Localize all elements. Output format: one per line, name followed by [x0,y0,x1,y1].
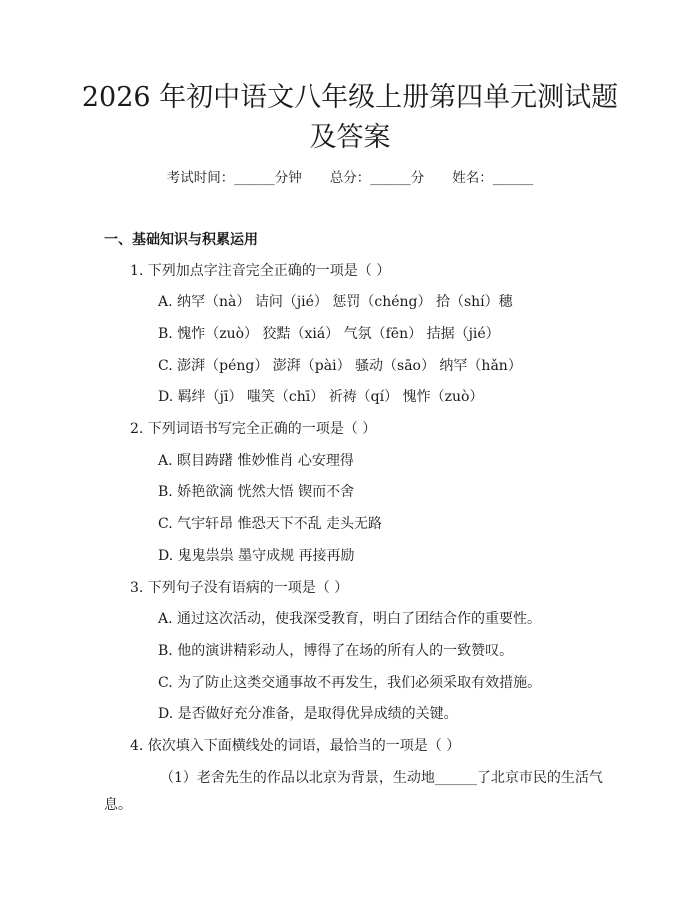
question-1-option-c: C. 澎湃（péng） 澎湃（pài） 骚动（sāo） 纳罕（hǎn） [158,358,522,374]
question-3-option-d: D. 是否做好充分准备，是取得优异成绩的关键。 [158,706,458,722]
question-1-option-a: A. 纳罕（nà） 诘问（jié） 惩罚（chéng） 拾（shí）穗 [158,294,513,310]
section-heading: 一、基础知识与积累运用 [104,232,258,248]
question-2-option-c: C. 气宇轩昂 惟恐天下不乱 走头无路 [158,516,383,532]
question-2: 2. 下列词语书写完全正确的一项是（ ） [130,421,377,437]
question-1: 1. 下列加点字注音完全正确的一项是（ ） [130,263,391,279]
exam-name: 姓名：______ [452,170,534,186]
question-1-option-b: B. 愧怍（zuò） 狡黠（xiá） 气氛（fēn） 拮据（jié） [158,326,500,342]
question-1-option-d: D. 羁绊（jī） 嗤笑（chī） 祈祷（qí） 愧怍（zuò） [158,389,484,405]
question-4: 4. 依次填入下面横线处的词语，最恰当的一项是（ ） [130,738,461,754]
question-3: 3. 下列句子没有语病的一项是（ ） [130,580,349,596]
document-title-line-2: 及答案 [309,122,391,153]
question-2-option-b: B. 娇艳欲滴 恍然大悟 锲而不舍 [158,484,355,500]
question-3-option-a: A. 通过这次活动，使我深受教育，明白了团结合作的重要性。 [158,611,542,627]
question-3-option-c: C. 为了防止这类交通事故不再发生，我们必须采取有效措施。 [158,675,542,691]
question-2-option-d: D. 鬼鬼祟祟 墨守成规 再接再励 [158,548,355,564]
question-2-option-a: A. 瞑目踌躇 惟妙惟肖 心安理得 [158,453,354,469]
question-4-paragraph: （1）老舍先生的作品以北京为背景，生动地______了北京市民的生活气息。 [104,770,603,813]
exam-meta [0,167,700,189]
document-title-line-1: 2026 年初中语文八年级上册第四单元测试题 [81,82,619,113]
exam-total-score: 总分：______分 [329,170,425,186]
question-3-option-b: B. 他的演讲精彩动人，博得了在场的所有人的一致赞叹。 [158,643,514,659]
exam-time: 考试时间：______分钟 [166,170,302,186]
